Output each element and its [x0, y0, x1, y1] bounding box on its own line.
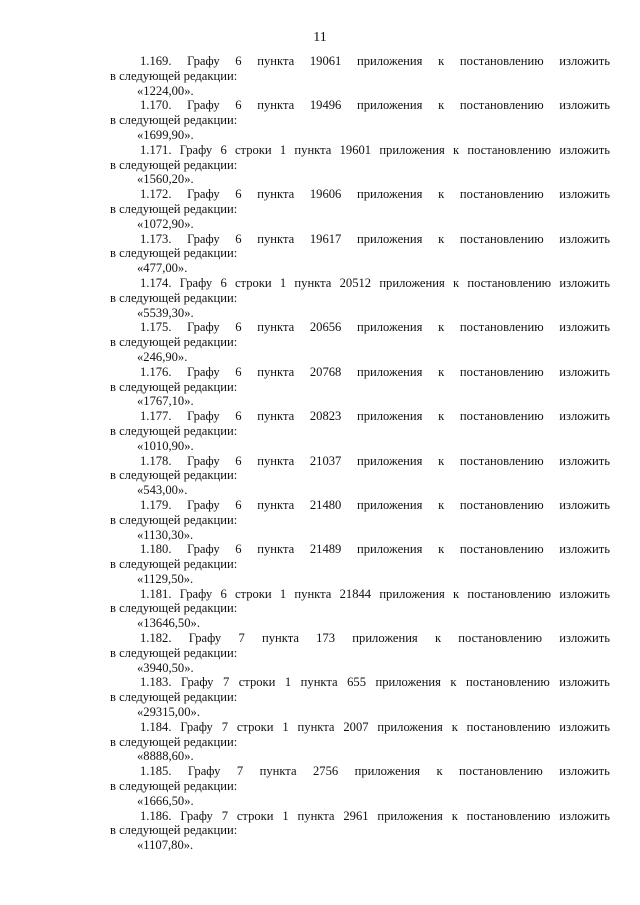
clause-word: пункта: [257, 453, 295, 468]
clause-new-value: «3940,50».: [137, 660, 194, 675]
clause-word: приложения: [375, 675, 441, 690]
clause-continuation-line: в следующей редакции:: [110, 335, 238, 350]
clause-word: к: [452, 275, 460, 290]
clause-word: пункта: [259, 764, 297, 779]
clause-word: Графу: [187, 98, 220, 113]
clause-new-value: «1699,90».: [137, 127, 194, 142]
clause-word: 2756: [312, 764, 339, 779]
clause-word: к: [438, 497, 445, 512]
clause-heading-line: [110, 409, 610, 424]
clause: [110, 542, 610, 586]
clause-word: изложить: [559, 275, 610, 290]
clause-new-value: «8888,60».: [137, 749, 194, 764]
clause-word: изложить: [559, 497, 610, 512]
clause-word: Графу: [187, 54, 220, 68]
clause-heading-line: [110, 320, 610, 335]
clause-word: постановлению: [459, 497, 544, 512]
clause-new-value: «477,00».: [137, 261, 188, 276]
clause-word: 1.171.: [140, 142, 172, 157]
clause-word: к: [438, 187, 445, 202]
clause-word: Графу: [187, 764, 221, 779]
clause: [110, 232, 610, 276]
clause-word: Графу: [179, 142, 213, 157]
clause-word: 21489: [309, 542, 342, 557]
clause-word: к: [436, 764, 443, 779]
clause-word: изложить: [559, 320, 610, 335]
clause-word: 1: [279, 142, 287, 157]
clause-word: к: [451, 719, 458, 734]
clause-word: строки: [238, 675, 276, 690]
clause-word: Графу: [187, 320, 220, 335]
clause-continuation-line: в следующей редакции:: [110, 468, 238, 483]
clause-word: к: [438, 364, 445, 379]
clause-heading-line: [110, 454, 610, 469]
clause-word: 1.179.: [140, 497, 172, 512]
clause-word: приложения: [356, 231, 423, 246]
clause-word: 173: [316, 631, 336, 646]
clause-word: постановлению: [459, 364, 544, 379]
clause-word: Графу: [187, 453, 220, 468]
clause-word: 1.181.: [140, 586, 172, 601]
clause-word: изложить: [559, 231, 610, 246]
clause-word: Графу: [179, 275, 213, 290]
clause-word: приложения: [377, 808, 443, 823]
clause-word: 6: [235, 231, 242, 246]
clause-word: 1: [279, 275, 287, 290]
clause-continuation-line: в следующей редакции:: [110, 379, 238, 394]
clause-word: Графу: [187, 231, 220, 246]
clause: [110, 498, 610, 542]
clause-word: Графу: [187, 497, 220, 512]
clause-heading-line: [110, 187, 610, 202]
clause-word: 6: [235, 54, 242, 68]
clause-word: к: [438, 409, 445, 424]
clause-word: 1: [279, 586, 287, 601]
clause-word: 6: [220, 142, 227, 157]
clause-word: постановлению: [459, 764, 543, 779]
clause-word: 1.186.: [140, 808, 172, 823]
clause-word: строки: [236, 719, 274, 734]
clause-word: 2007: [343, 719, 369, 734]
clause-heading-line: [110, 542, 610, 557]
clause-continuation-line: в следующей редакции:: [110, 290, 238, 305]
clause-word: 1.174.: [140, 275, 172, 290]
clause-word: к: [451, 808, 458, 823]
clause-word: к: [438, 231, 445, 246]
clause-new-value: «246,90».: [137, 349, 188, 364]
clause-word: 19606: [309, 187, 342, 202]
clause-word: 6: [235, 542, 242, 557]
clause-continuation-line: в следующей редакции:: [110, 734, 238, 749]
clause-word: строки: [234, 586, 272, 601]
clause-word: Графу: [187, 409, 220, 424]
clause-continuation-line: в следующей редакции:: [110, 645, 238, 660]
clause-word: изложить: [559, 631, 610, 646]
clause-word: постановлению: [459, 542, 544, 557]
clause-word: пункта: [297, 719, 335, 734]
clause-new-value: «1072,90».: [137, 216, 194, 231]
clause-word: постановлению: [459, 409, 544, 424]
clause-word: 655: [347, 675, 366, 690]
clause-word: изложить: [559, 808, 610, 823]
clause-word: 1.185.: [140, 764, 172, 779]
clause-word: Графу: [187, 364, 220, 379]
clause-word: пункта: [294, 586, 332, 601]
clause-word: приложения: [356, 409, 423, 424]
clause-heading-line: [110, 498, 610, 513]
clause-continuation-line: в следующей редакции:: [110, 157, 238, 172]
clause-word: 1.175.: [140, 320, 172, 335]
clause-word: 7: [236, 764, 244, 779]
clause-word: 19601: [339, 142, 372, 157]
clause-word: изложить: [559, 409, 610, 424]
clause-word: Графу: [187, 187, 220, 202]
clause-word: приложения: [356, 542, 423, 557]
clause: [110, 587, 610, 631]
clause-word: 6: [235, 98, 242, 113]
clause-word: изложить: [559, 453, 610, 468]
clause: [110, 764, 610, 808]
clause-word: 6: [235, 497, 242, 512]
clause-continuation-line: в следующей редакции:: [110, 779, 238, 794]
clause-word: пункта: [257, 364, 295, 379]
clause-word: постановлению: [466, 808, 551, 823]
clause-word: 7: [222, 675, 230, 690]
clause: [110, 809, 610, 853]
clause-continuation-line: в следующей редакции:: [110, 201, 238, 216]
clause-word: пункта: [257, 187, 295, 202]
clause-word: Графу: [188, 631, 222, 646]
clause-word: приложения: [379, 275, 445, 290]
clause-word: Графу: [180, 808, 213, 823]
clause-word: пункта: [297, 808, 335, 823]
clause: [110, 409, 610, 453]
clause-word: к: [438, 453, 445, 468]
clause-word: 2961: [343, 808, 369, 823]
clause-word: 1.182.: [140, 631, 172, 646]
clause-word: пункта: [257, 497, 295, 512]
clause-word: 1.177.: [140, 409, 172, 424]
clause: [110, 276, 610, 320]
clause: [110, 143, 610, 187]
clause-word: 1.173.: [140, 231, 172, 246]
clause-word: постановлению: [459, 54, 544, 68]
clause-word: изложить: [559, 586, 610, 601]
clause-new-value: «1107,80».: [137, 838, 194, 853]
clause-word: пункта: [294, 275, 332, 290]
clause-word: постановлению: [459, 98, 544, 113]
clause: [110, 720, 610, 764]
clause-word: приложения: [356, 497, 423, 512]
clause-continuation-line: в следующей редакции:: [110, 601, 238, 616]
clause-word: приложения: [356, 453, 423, 468]
clause-new-value: «543,00».: [137, 483, 188, 498]
clause-heading-line: [110, 675, 610, 690]
clause-word: 6: [220, 275, 227, 290]
clause-continuation-line: в следующей редакции:: [110, 246, 238, 261]
clause-new-value: «1010,90».: [137, 438, 194, 453]
clause-word: пункта: [257, 54, 295, 68]
clause-new-value: «13646,50».: [137, 616, 200, 631]
clause-word: постановлению: [459, 320, 544, 335]
clause-word: к: [438, 320, 445, 335]
clause-word: изложить: [559, 542, 610, 557]
clause-word: 1.184.: [140, 719, 172, 734]
clause-word: 6: [235, 409, 242, 424]
clause-word: к: [438, 54, 445, 68]
clause-word: к: [452, 586, 460, 601]
clause-word: изложить: [559, 719, 610, 734]
clause-word: 7: [221, 719, 228, 734]
clause-word: Графу: [187, 542, 220, 557]
clause-word: 6: [220, 586, 227, 601]
clause-word: приложения: [356, 187, 423, 202]
clause-word: 20823: [309, 409, 342, 424]
clause-word: 19496: [309, 98, 342, 113]
clause: [110, 320, 610, 364]
clause-word: приложения: [356, 54, 423, 68]
clause-word: приложения: [356, 364, 423, 379]
clause-new-value: «1666,50».: [137, 793, 194, 808]
clause-heading-line: [110, 276, 610, 291]
clause-word: изложить: [559, 764, 610, 779]
clause: [110, 675, 610, 719]
clause-word: 1.183.: [140, 675, 172, 690]
clause-new-value: «1224,00».: [137, 83, 194, 98]
clause-word: изложить: [559, 675, 610, 690]
clause-word: 21480: [309, 497, 342, 512]
clause-word: изложить: [559, 54, 610, 68]
clause-word: 1: [282, 808, 289, 823]
clause: [110, 98, 610, 142]
clause-heading-line: [110, 143, 610, 158]
clause-new-value: «1560,20».: [137, 172, 194, 187]
clause-word: 20768: [309, 364, 342, 379]
clause-heading-line: [110, 720, 610, 735]
clause-heading-line: [110, 98, 610, 113]
clause-word: постановлению: [466, 719, 551, 734]
clause-word: Графу: [180, 719, 213, 734]
clause: [110, 187, 610, 231]
clause: [110, 365, 610, 409]
clause-word: к: [438, 542, 445, 557]
clause-word: строки: [234, 142, 272, 157]
clause-continuation-line: в следующей редакции:: [110, 423, 238, 438]
clause-word: изложить: [559, 364, 610, 379]
clause-heading-line: [110, 587, 610, 602]
clause-word: 7: [238, 631, 245, 646]
clause-word: 19617: [309, 231, 342, 246]
clause-word: 1: [284, 675, 292, 690]
clause-word: постановлению: [459, 231, 544, 246]
clause-word: постановлению: [465, 675, 550, 690]
clause-word: 21037: [309, 453, 342, 468]
clause-word: Графу: [180, 675, 214, 690]
clause-word: приложения: [352, 631, 418, 646]
clause-word: постановлению: [459, 187, 544, 202]
clause-continuation-line: в следующей редакции:: [110, 823, 238, 838]
clause-word: изложить: [559, 142, 610, 157]
page-number: 11: [313, 30, 327, 45]
clause-word: пункта: [257, 98, 295, 113]
clause-word: к: [434, 631, 442, 646]
clause-word: приложения: [356, 320, 423, 335]
clause-word: пункта: [300, 675, 338, 690]
clause-word: 6: [235, 320, 242, 335]
clause-heading-line: [110, 764, 610, 779]
clause-word: изложить: [559, 98, 610, 113]
clause-word: 6: [235, 453, 242, 468]
clause-word: пункта: [257, 231, 295, 246]
clause-word: к: [438, 98, 445, 113]
clause: [110, 631, 610, 675]
clause-word: 6: [235, 364, 242, 379]
clause-word: к: [452, 142, 460, 157]
clause-new-value: «5539,30».: [137, 305, 194, 320]
clause-word: 21844: [339, 586, 372, 601]
clause-word: постановлению: [467, 142, 552, 157]
clause-continuation-line: в следующей редакции:: [110, 557, 238, 572]
clause-word: строки: [234, 275, 272, 290]
clause-word: пункта: [261, 631, 299, 646]
clause-word: приложения: [356, 98, 423, 113]
clause-new-value: «29315,00».: [137, 705, 200, 720]
clause-word: постановлению: [467, 275, 552, 290]
clause-continuation-line: в следующей редакции:: [110, 512, 238, 527]
clause-continuation-line: в следующей редакции:: [110, 113, 238, 128]
clause-word: строки: [236, 808, 274, 823]
clause-word: 19061: [309, 54, 342, 68]
document-body: [110, 54, 610, 853]
clause-new-value: «1130,30».: [137, 527, 194, 542]
clause-word: 1.169.: [140, 54, 172, 68]
clause-word: 20656: [309, 320, 342, 335]
clause-heading-line: [110, 631, 610, 646]
clause-continuation-line: в следующей редакции:: [110, 690, 238, 705]
clause-word: 1.178.: [140, 453, 172, 468]
clause-word: постановлению: [459, 453, 544, 468]
clause-word: постановлению: [467, 586, 552, 601]
clause-word: приложения: [377, 719, 443, 734]
clause-heading-line: [110, 232, 610, 247]
clause-word: Графу: [179, 586, 213, 601]
clause-word: 1.176.: [140, 364, 172, 379]
clause-word: 7: [221, 808, 228, 823]
clause-word: 1: [282, 719, 289, 734]
clause-word: постановлению: [458, 631, 543, 646]
clause-word: к: [450, 675, 457, 690]
clause-new-value: «1129,50».: [137, 571, 194, 586]
clause: [110, 54, 610, 98]
clause-new-value: «1767,10».: [137, 394, 194, 409]
clause-heading-line: [110, 365, 610, 380]
clause-word: 1.172.: [140, 187, 172, 202]
clause: [110, 454, 610, 498]
clause-word: пункта: [257, 409, 295, 424]
clause-word: приложения: [354, 764, 421, 779]
clause-word: 1.170.: [140, 98, 172, 113]
clause-heading-line: [110, 809, 610, 824]
clause-word: изложить: [559, 187, 610, 202]
clause-word: пункта: [257, 542, 295, 557]
clause-heading-line: [110, 54, 610, 69]
clause-continuation-line: в следующей редакции:: [110, 68, 238, 83]
clause-word: пункта: [257, 320, 295, 335]
clause-word: 1.180.: [140, 542, 172, 557]
clause-word: приложения: [379, 142, 445, 157]
clause-word: 20512: [339, 275, 372, 290]
clause-word: 6: [235, 187, 242, 202]
clause-word: приложения: [379, 586, 445, 601]
clause-word: пункта: [294, 142, 332, 157]
